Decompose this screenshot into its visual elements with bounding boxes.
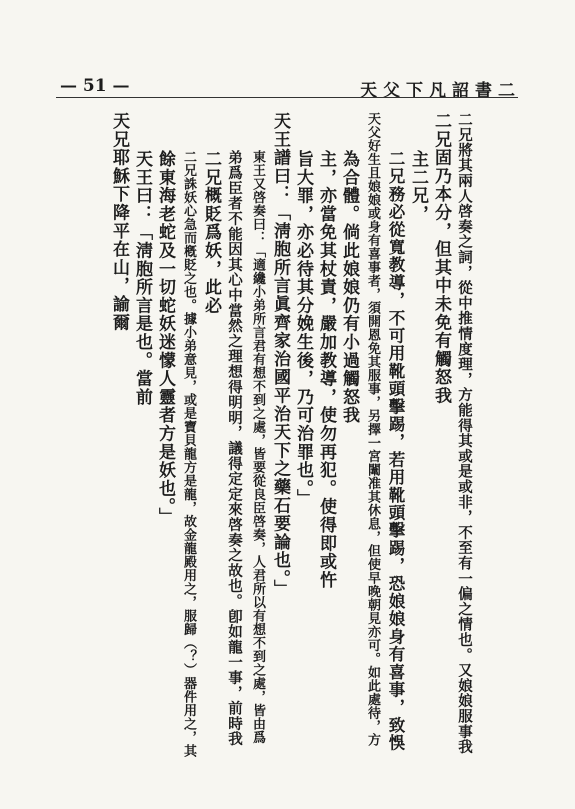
text-column-1: 二兄將其兩人啓奏之詞，從中推情度理，方能得其或是或非，不至有一偏之情也。又娘娘服事我 [456,112,473,755]
text-column-7: 主，亦當免其杖責，嚴加教導，使勿再犯。使得即或忤 [316,150,336,590]
text-column-14: 餘東海老蛇及一切蛇妖迷懞人靈者方是妖也。」 [155,150,175,526]
text-column-12: 二兄概貶爲妖，此必 [201,150,221,315]
text-column-11: 弟爲臣者不能因其心中當然之理想得明明，議得定定來啓奏之故也。卽如龍一事，前時我 [226,150,243,747]
page-number: — 51 — [60,76,130,96]
text-column-2: 二兄固乃本分，但其中未免有觸怒我 [431,112,451,405]
text-column-16: 天兄耶穌下降平在山，諭爾 [109,112,129,332]
text-column-10: 東王又啓奏曰：「適纔小弟所言君有想不到之處，皆要從良臣啓奏，人君所以有想不到之處，皆由爲 [250,150,265,744]
text-column-4: 二兄務必從寬教導，不可用靴頭擊踢，若用靴頭擊踢，恐娘娘身有喜事，致悞 [386,150,405,752]
text-column-13: 二兄誅妖心急而槪貶之也。據小弟意見，或是寶貝龍方是龍，故金龍殿用之，服歸（？）器件用之，其 [181,150,196,758]
running-header-title: 天父下凡詔書二 [360,81,521,101]
text-column-8: 旨大罪，亦必待其分娩生後，乃可治罪也。」 [293,150,313,508]
text-column-3: 主二兄， [408,150,428,224]
text-column-15: 天王曰：「淸胞所言是也。當前 [132,150,152,407]
text-column-6: 為合體。倘此娘娘仍有小過觸怒我 [339,150,359,425]
text-column-9: 天王譜曰：「淸胞所言眞齊家治國平治天下之藥石要論也。」 [270,112,290,598]
header-rule [56,97,518,98]
text-column-5: 天父好生且娘娘或身有喜事者，須開恩免其服事，另擇一宮闈准其休息，但使早晚朝見亦可。如此處待，方 [365,112,380,747]
